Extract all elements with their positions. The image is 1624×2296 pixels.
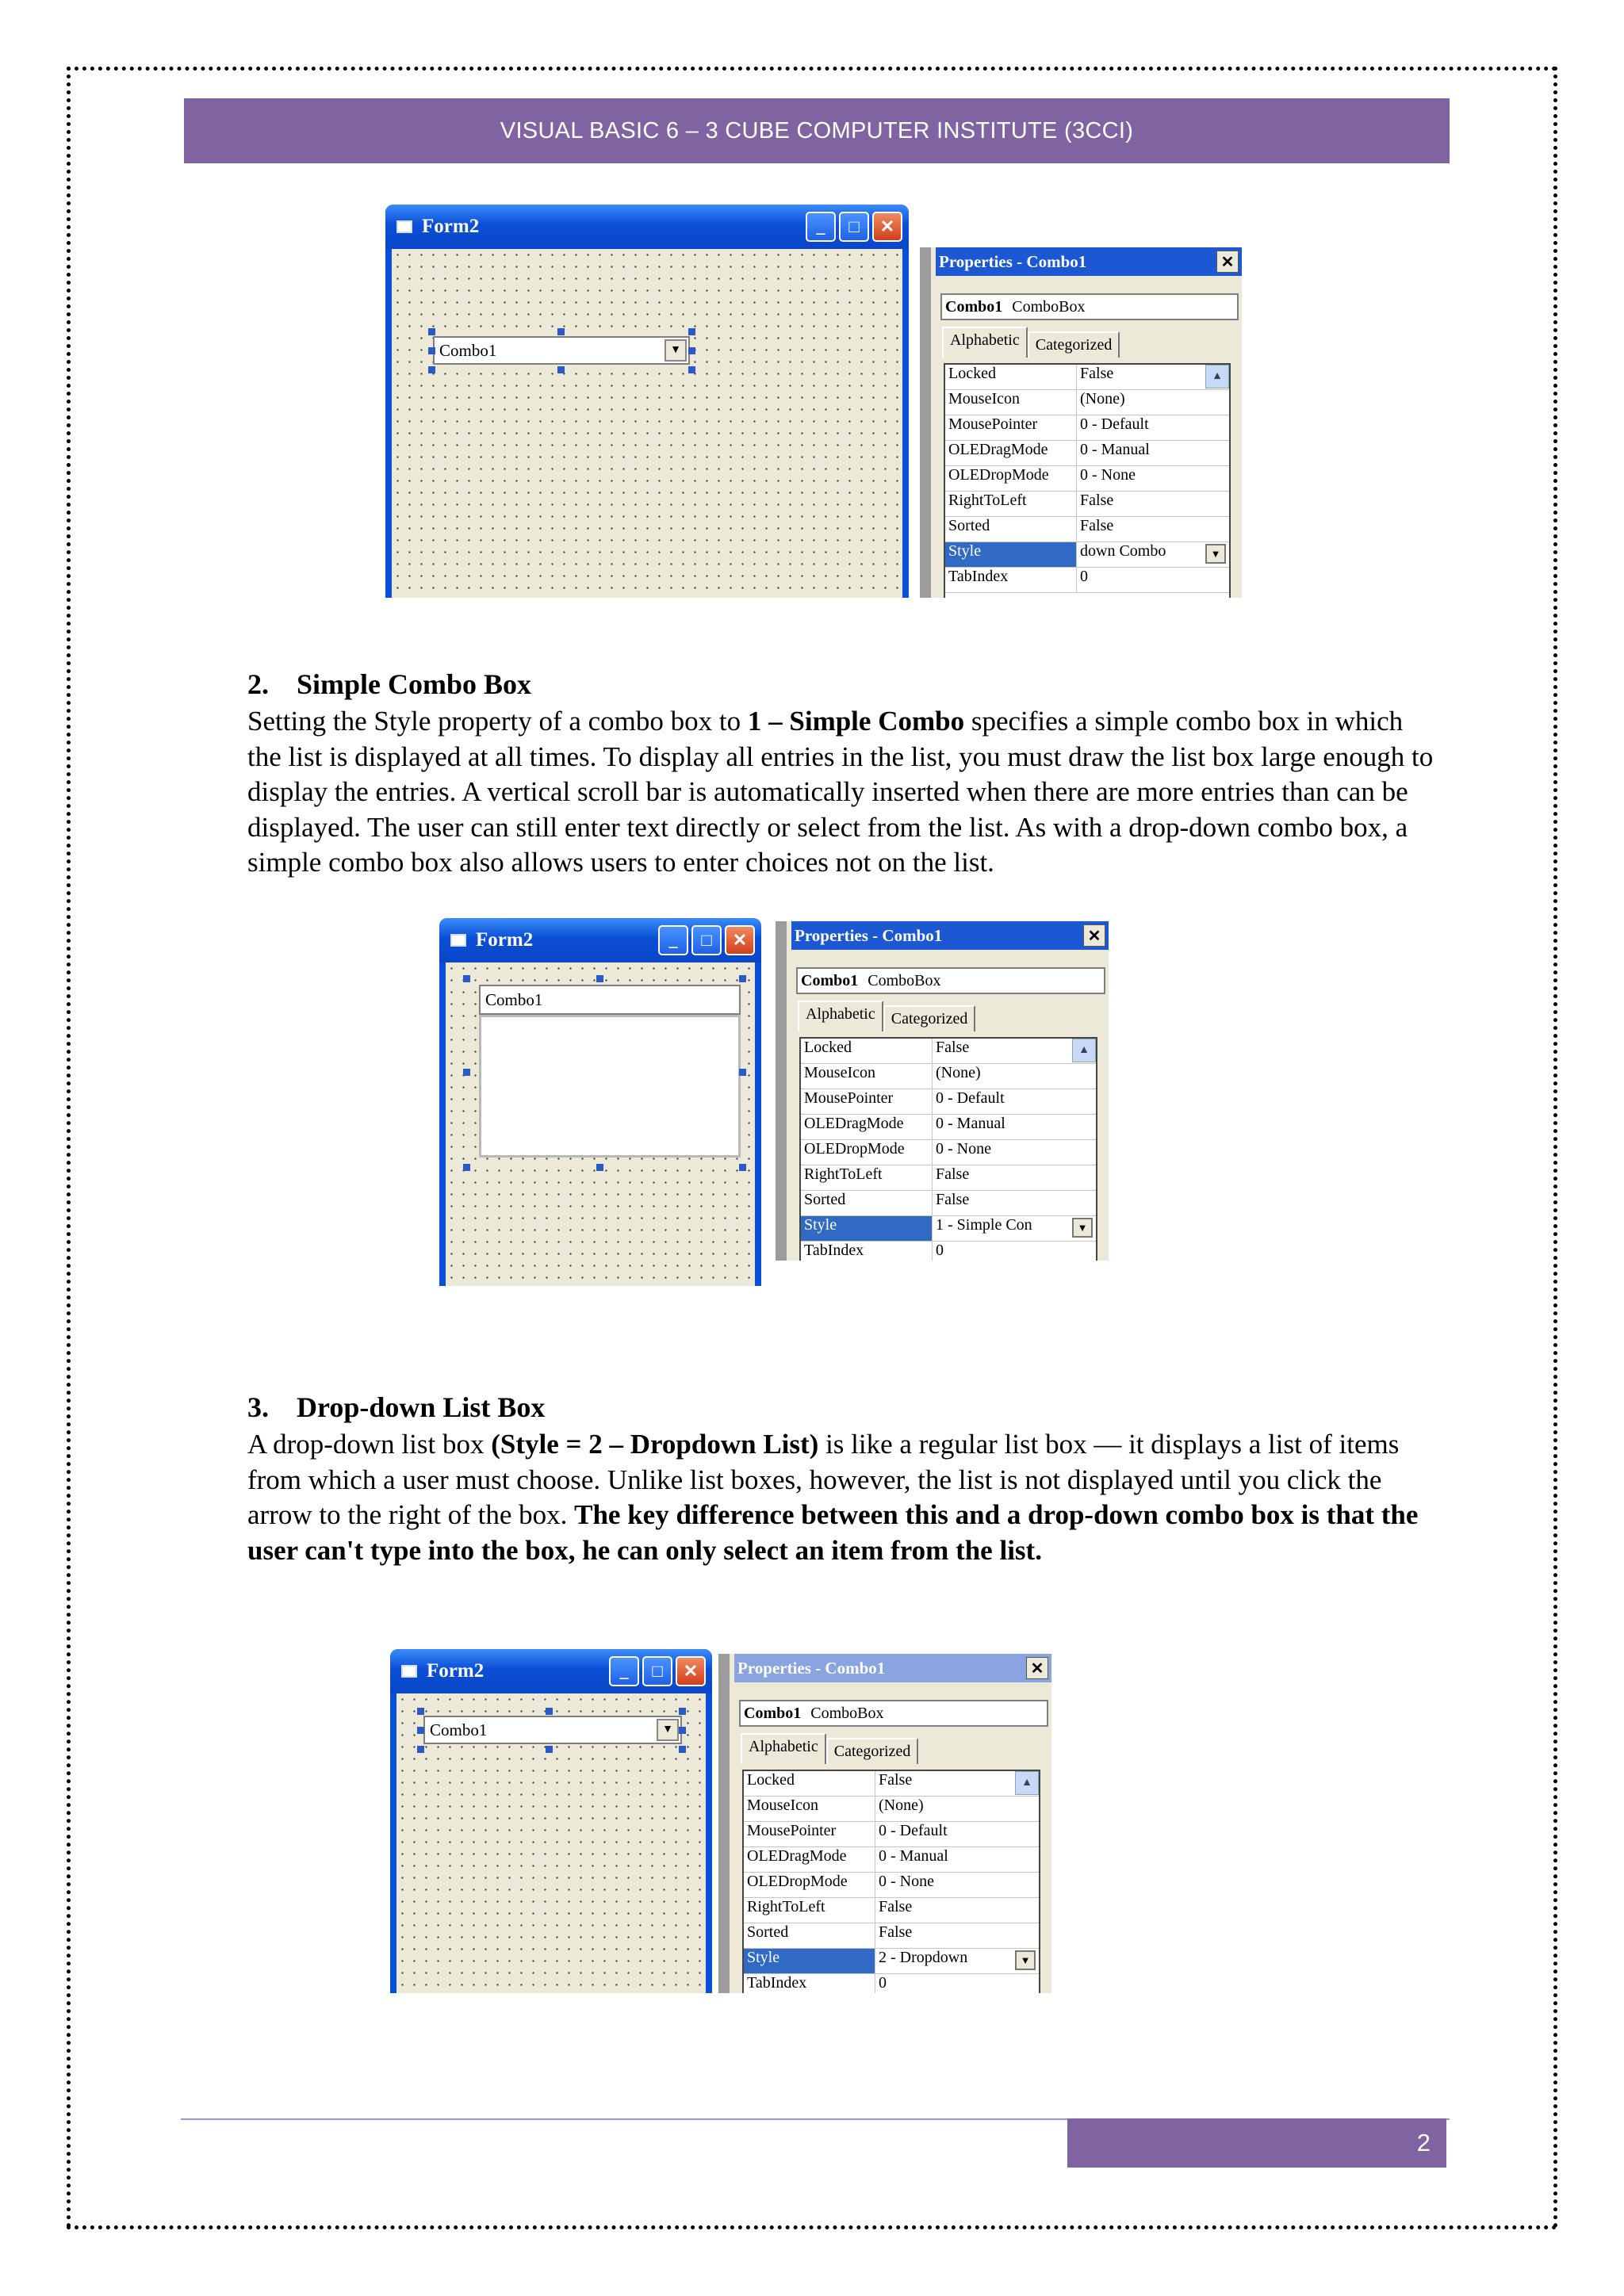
property-value[interactable]: 0 [1080, 568, 1088, 585]
properties-title: Properties - Combo1 [737, 1658, 886, 1678]
chevron-down-icon[interactable]: ▼ [1015, 1950, 1036, 1970]
property-value[interactable]: 0 [879, 1974, 887, 1992]
selection-handle[interactable] [463, 975, 470, 982]
property-value[interactable]: (None) [1080, 390, 1125, 408]
paragraph-text: A drop-down list box [247, 1429, 492, 1460]
property-name: MousePointer [945, 415, 1077, 440]
selection-handle[interactable] [596, 975, 603, 982]
selection-handle[interactable] [688, 328, 695, 335]
selection-handle[interactable] [546, 1708, 553, 1715]
property-value[interactable]: False [936, 1191, 970, 1208]
property-grid[interactable] [742, 1770, 1040, 1993]
form-icon [401, 1665, 417, 1678]
chevron-down-icon[interactable]: ▼ [657, 1719, 679, 1741]
property-row[interactable] [744, 1771, 1039, 1797]
property-row[interactable] [945, 568, 1229, 593]
paragraph-text: is like a regular list box — it displays a list of items from which a user must choose. Unlike list boxes, however, the list is not displayed until you click the arrow to the right of the box. [247, 1429, 1400, 1530]
section-heading-dropdown-list [247, 1391, 545, 1424]
property-name: RightToLeft [801, 1165, 933, 1190]
property-value[interactable]: False [1080, 517, 1114, 534]
tab-alphabetic[interactable]: Alphabetic [798, 1001, 883, 1031]
property-row[interactable] [744, 1822, 1039, 1847]
object-name: Combo1 [801, 971, 859, 989]
property-value[interactable]: False [879, 1898, 913, 1915]
property-grid[interactable] [944, 363, 1231, 598]
object-name: Combo1 [744, 1704, 802, 1722]
property-value-dropdown[interactable] [933, 1216, 1096, 1241]
selection-handle[interactable] [417, 1746, 424, 1753]
property-value[interactable]: False [1080, 365, 1114, 382]
section-paragraph [247, 1427, 1437, 1568]
minimize-icon[interactable]: _ [658, 925, 688, 955]
property-name: Locked [744, 1771, 875, 1796]
selection-handle[interactable] [596, 1164, 603, 1171]
form-title: Form2 [476, 929, 534, 951]
chevron-down-icon[interactable]: ▼ [665, 339, 687, 362]
page-number: 2 [1416, 2129, 1431, 2156]
properties-title: Properties - Combo1 [795, 925, 943, 945]
paragraph-text: Setting the Style property of a combo box to [247, 706, 748, 737]
page-header [184, 98, 1450, 163]
property-name: RightToLeft [744, 1898, 875, 1923]
property-name: Locked [801, 1039, 933, 1063]
property-name: MousePointer [801, 1089, 933, 1114]
close-icon[interactable]: ✕ [1083, 924, 1105, 947]
property-row[interactable] [744, 1797, 1039, 1822]
property-name: Sorted [801, 1191, 933, 1215]
property-name: MouseIcon [801, 1064, 933, 1089]
property-name: OLEDropMode [945, 466, 1077, 491]
form-title: Form2 [422, 216, 480, 237]
property-value[interactable]: 0 - None [936, 1140, 991, 1158]
property-row[interactable] [744, 1923, 1039, 1949]
form-titlebar[interactable] [390, 1649, 712, 1693]
property-name: RightToLeft [945, 492, 1077, 516]
property-value[interactable]: 0 - None [879, 1873, 934, 1890]
property-value-dropdown[interactable] [875, 1949, 1039, 1973]
object-type: ComboBox [1012, 297, 1086, 316]
properties-title: Properties - Combo1 [939, 251, 1087, 271]
minimize-icon[interactable]: _ [609, 1656, 639, 1686]
maximize-icon[interactable]: □ [642, 1656, 672, 1686]
selection-handle[interactable] [417, 1708, 424, 1715]
properties-window-1[interactable] [920, 247, 1242, 598]
properties-titlebar[interactable] [791, 921, 1109, 950]
form-title: Form2 [427, 1660, 485, 1682]
section-heading-simple-combo [247, 668, 531, 701]
properties-window-2[interactable] [776, 921, 1109, 1261]
combo-box-control[interactable] [423, 1716, 682, 1744]
properties-window-3[interactable] [718, 1654, 1051, 1993]
property-row-selected[interactable] [801, 1216, 1096, 1242]
paragraph-bold-text: The key difference between this and a drop-down combo box is that the user can't type into the box, he can only select an item from the list. [247, 1499, 1419, 1566]
property-name: TabIndex [945, 568, 1077, 592]
property-value[interactable]: (None) [936, 1064, 981, 1081]
form-design-surface[interactable] [446, 962, 755, 1286]
property-row[interactable] [801, 1191, 1096, 1216]
chevron-down-icon[interactable]: ▼ [1205, 544, 1226, 564]
window-edge [718, 1654, 730, 1993]
property-name: Sorted [945, 517, 1077, 541]
window-edge [920, 247, 931, 598]
property-row[interactable] [801, 1242, 1096, 1261]
tab-alphabetic[interactable]: Alphabetic [942, 327, 1028, 358]
close-icon[interactable]: ✕ [725, 925, 755, 955]
property-row[interactable] [801, 1039, 1096, 1064]
selection-handle[interactable] [463, 1164, 470, 1171]
property-name: Style [945, 542, 1077, 567]
property-value-dropdown[interactable] [1077, 542, 1229, 567]
property-value[interactable]: False [936, 1039, 970, 1056]
object-type: ComboBox [810, 1704, 884, 1722]
form-window-1[interactable] [385, 205, 909, 598]
tab-categorized[interactable]: Categorized [1028, 331, 1120, 358]
property-name: OLEDropMode [744, 1873, 875, 1897]
combo-box-control[interactable] [433, 336, 690, 365]
page-footer [1067, 2118, 1446, 2168]
selection-handle[interactable] [557, 366, 565, 373]
paragraph-bold-text: 1 – Simple Combo [747, 706, 965, 737]
selection-handle[interactable] [739, 1164, 746, 1171]
selection-handle[interactable] [688, 347, 695, 354]
property-name: MouseIcon [744, 1797, 875, 1821]
tab-categorized[interactable]: Categorized [883, 1005, 976, 1031]
property-row[interactable] [744, 1873, 1039, 1898]
tab-alphabetic[interactable]: Alphabetic [741, 1733, 826, 1764]
section-title: Drop-down List Box [297, 1391, 546, 1423]
property-value[interactable]: 0 - Default [936, 1089, 1005, 1107]
property-value[interactable]: 0 - Default [1080, 415, 1149, 433]
combo-box-text-area[interactable] [479, 985, 741, 1015]
property-row[interactable] [801, 1165, 1096, 1191]
property-row[interactable] [744, 1847, 1039, 1873]
property-row[interactable] [945, 466, 1229, 492]
object-selector[interactable] [796, 967, 1105, 994]
close-icon[interactable]: ✕ [872, 212, 902, 242]
form-titlebar[interactable] [439, 918, 761, 962]
window-edge [776, 921, 787, 1261]
combo-text: Combo1 [430, 1720, 488, 1739]
selection-handle[interactable] [739, 1069, 746, 1076]
form-window-2[interactable] [439, 918, 761, 1286]
selection-handle[interactable] [739, 975, 746, 982]
object-selector[interactable] [940, 293, 1239, 320]
property-row-selected[interactable] [945, 542, 1229, 568]
property-row[interactable] [945, 441, 1229, 466]
property-value[interactable]: False [879, 1771, 913, 1789]
property-row[interactable] [945, 415, 1229, 441]
property-name: OLEDropMode [801, 1140, 933, 1165]
chevron-down-icon[interactable]: ▼ [1072, 1218, 1093, 1238]
selection-handle[interactable] [417, 1727, 424, 1734]
property-value: 2 - Dropdown [879, 1949, 968, 1966]
selection-handle[interactable] [679, 1708, 686, 1715]
minimize-icon[interactable]: _ [806, 212, 836, 242]
property-value[interactable]: False [879, 1923, 913, 1941]
form-window-3[interactable] [390, 1649, 712, 1993]
scroll-up-icon[interactable]: ▲ [1015, 1771, 1039, 1795]
object-name: Combo1 [945, 297, 1003, 316]
selection-handle[interactable] [463, 1069, 470, 1076]
selection-handle[interactable] [428, 328, 435, 335]
properties-titlebar[interactable] [734, 1654, 1051, 1682]
form-design-surface[interactable] [392, 249, 902, 598]
property-row[interactable] [744, 1898, 1039, 1923]
property-name: TabIndex [744, 1974, 875, 1993]
close-icon[interactable]: ✕ [1216, 251, 1239, 273]
section-paragraph [247, 704, 1437, 881]
property-row[interactable] [945, 365, 1229, 390]
property-name: OLEDragMode [801, 1115, 933, 1139]
property-row[interactable] [945, 390, 1229, 415]
property-value: down Combo [1080, 542, 1166, 560]
selection-handle[interactable] [679, 1727, 686, 1734]
form-icon [396, 220, 412, 233]
selection-handle[interactable] [688, 366, 695, 373]
property-value[interactable]: False [936, 1165, 970, 1183]
property-row[interactable] [744, 1974, 1039, 1993]
property-value[interactable]: 0 - Manual [879, 1847, 948, 1865]
property-grid[interactable] [799, 1037, 1097, 1261]
property-value: 1 - Simple Con [936, 1216, 1032, 1234]
object-type: ComboBox [868, 971, 941, 989]
section-number: 2. [247, 668, 269, 700]
paragraph-bold-text: (Style = 2 – Dropdown List) [491, 1429, 819, 1460]
property-name: MousePointer [744, 1822, 875, 1846]
property-name: MouseIcon [945, 390, 1077, 415]
maximize-icon[interactable]: □ [691, 925, 722, 955]
property-row[interactable] [801, 1115, 1096, 1140]
form-icon [450, 934, 466, 947]
form-titlebar[interactable] [385, 205, 909, 249]
close-icon[interactable]: ✕ [1026, 1657, 1048, 1679]
property-value[interactable]: False [1080, 492, 1114, 509]
property-name: OLEDragMode [744, 1847, 875, 1872]
combo-text: Combo1 [439, 340, 497, 360]
selection-handle[interactable] [679, 1746, 686, 1753]
property-name: Sorted [744, 1923, 875, 1948]
combo-list-area[interactable] [479, 1015, 741, 1158]
scroll-up-icon[interactable]: ▲ [1205, 365, 1229, 388]
property-value[interactable]: 0 - Manual [1080, 441, 1150, 458]
property-name: OLEDragMode [945, 441, 1077, 465]
section-title: Simple Combo Box [297, 668, 532, 700]
section-number: 3. [247, 1391, 269, 1423]
selection-handle[interactable] [428, 347, 435, 354]
selection-handle[interactable] [428, 366, 435, 373]
form-design-surface[interactable] [396, 1693, 706, 1993]
combo-text: Combo1 [485, 989, 543, 1009]
property-row[interactable] [801, 1064, 1096, 1089]
selection-handle[interactable] [546, 1746, 553, 1753]
object-selector[interactable] [739, 1700, 1048, 1727]
property-value[interactable]: 0 [936, 1242, 944, 1259]
properties-titlebar[interactable] [936, 247, 1242, 276]
property-row-selected[interactable] [744, 1949, 1039, 1974]
property-value[interactable]: 0 - Default [879, 1822, 948, 1839]
property-row[interactable] [945, 517, 1229, 542]
property-row[interactable] [801, 1140, 1096, 1165]
property-name: Style [801, 1216, 933, 1241]
selection-handle[interactable] [557, 328, 565, 335]
property-name: TabIndex [801, 1242, 933, 1261]
tab-categorized[interactable]: Categorized [826, 1738, 919, 1764]
property-name: Locked [945, 365, 1077, 389]
maximize-icon[interactable]: □ [839, 212, 869, 242]
close-icon[interactable]: ✕ [676, 1656, 706, 1686]
header-title: VISUAL BASIC 6 – 3 CUBE COMPUTER INSTITUTE (3CCI) [500, 117, 1134, 144]
property-row[interactable] [945, 492, 1229, 517]
paragraph-text: specifies a simple combo box in which the list is displayed at all times. To display all entries in the list, you must draw the list box large enough to display the entries. A vertical scroll bar is automatically inserted when there are more entries than can be displayed. The user can still enter text directly or select from the list. As with a drop-down combo box, a simple combo box also allows users to enter choices not on the list. [247, 706, 1434, 878]
property-value[interactable]: 0 - Manual [936, 1115, 1005, 1132]
property-value[interactable]: 0 - None [1080, 466, 1136, 484]
property-row[interactable] [801, 1089, 1096, 1115]
property-name: Style [744, 1949, 875, 1973]
property-value[interactable]: (None) [879, 1797, 924, 1814]
scroll-up-icon[interactable]: ▲ [1072, 1039, 1096, 1062]
